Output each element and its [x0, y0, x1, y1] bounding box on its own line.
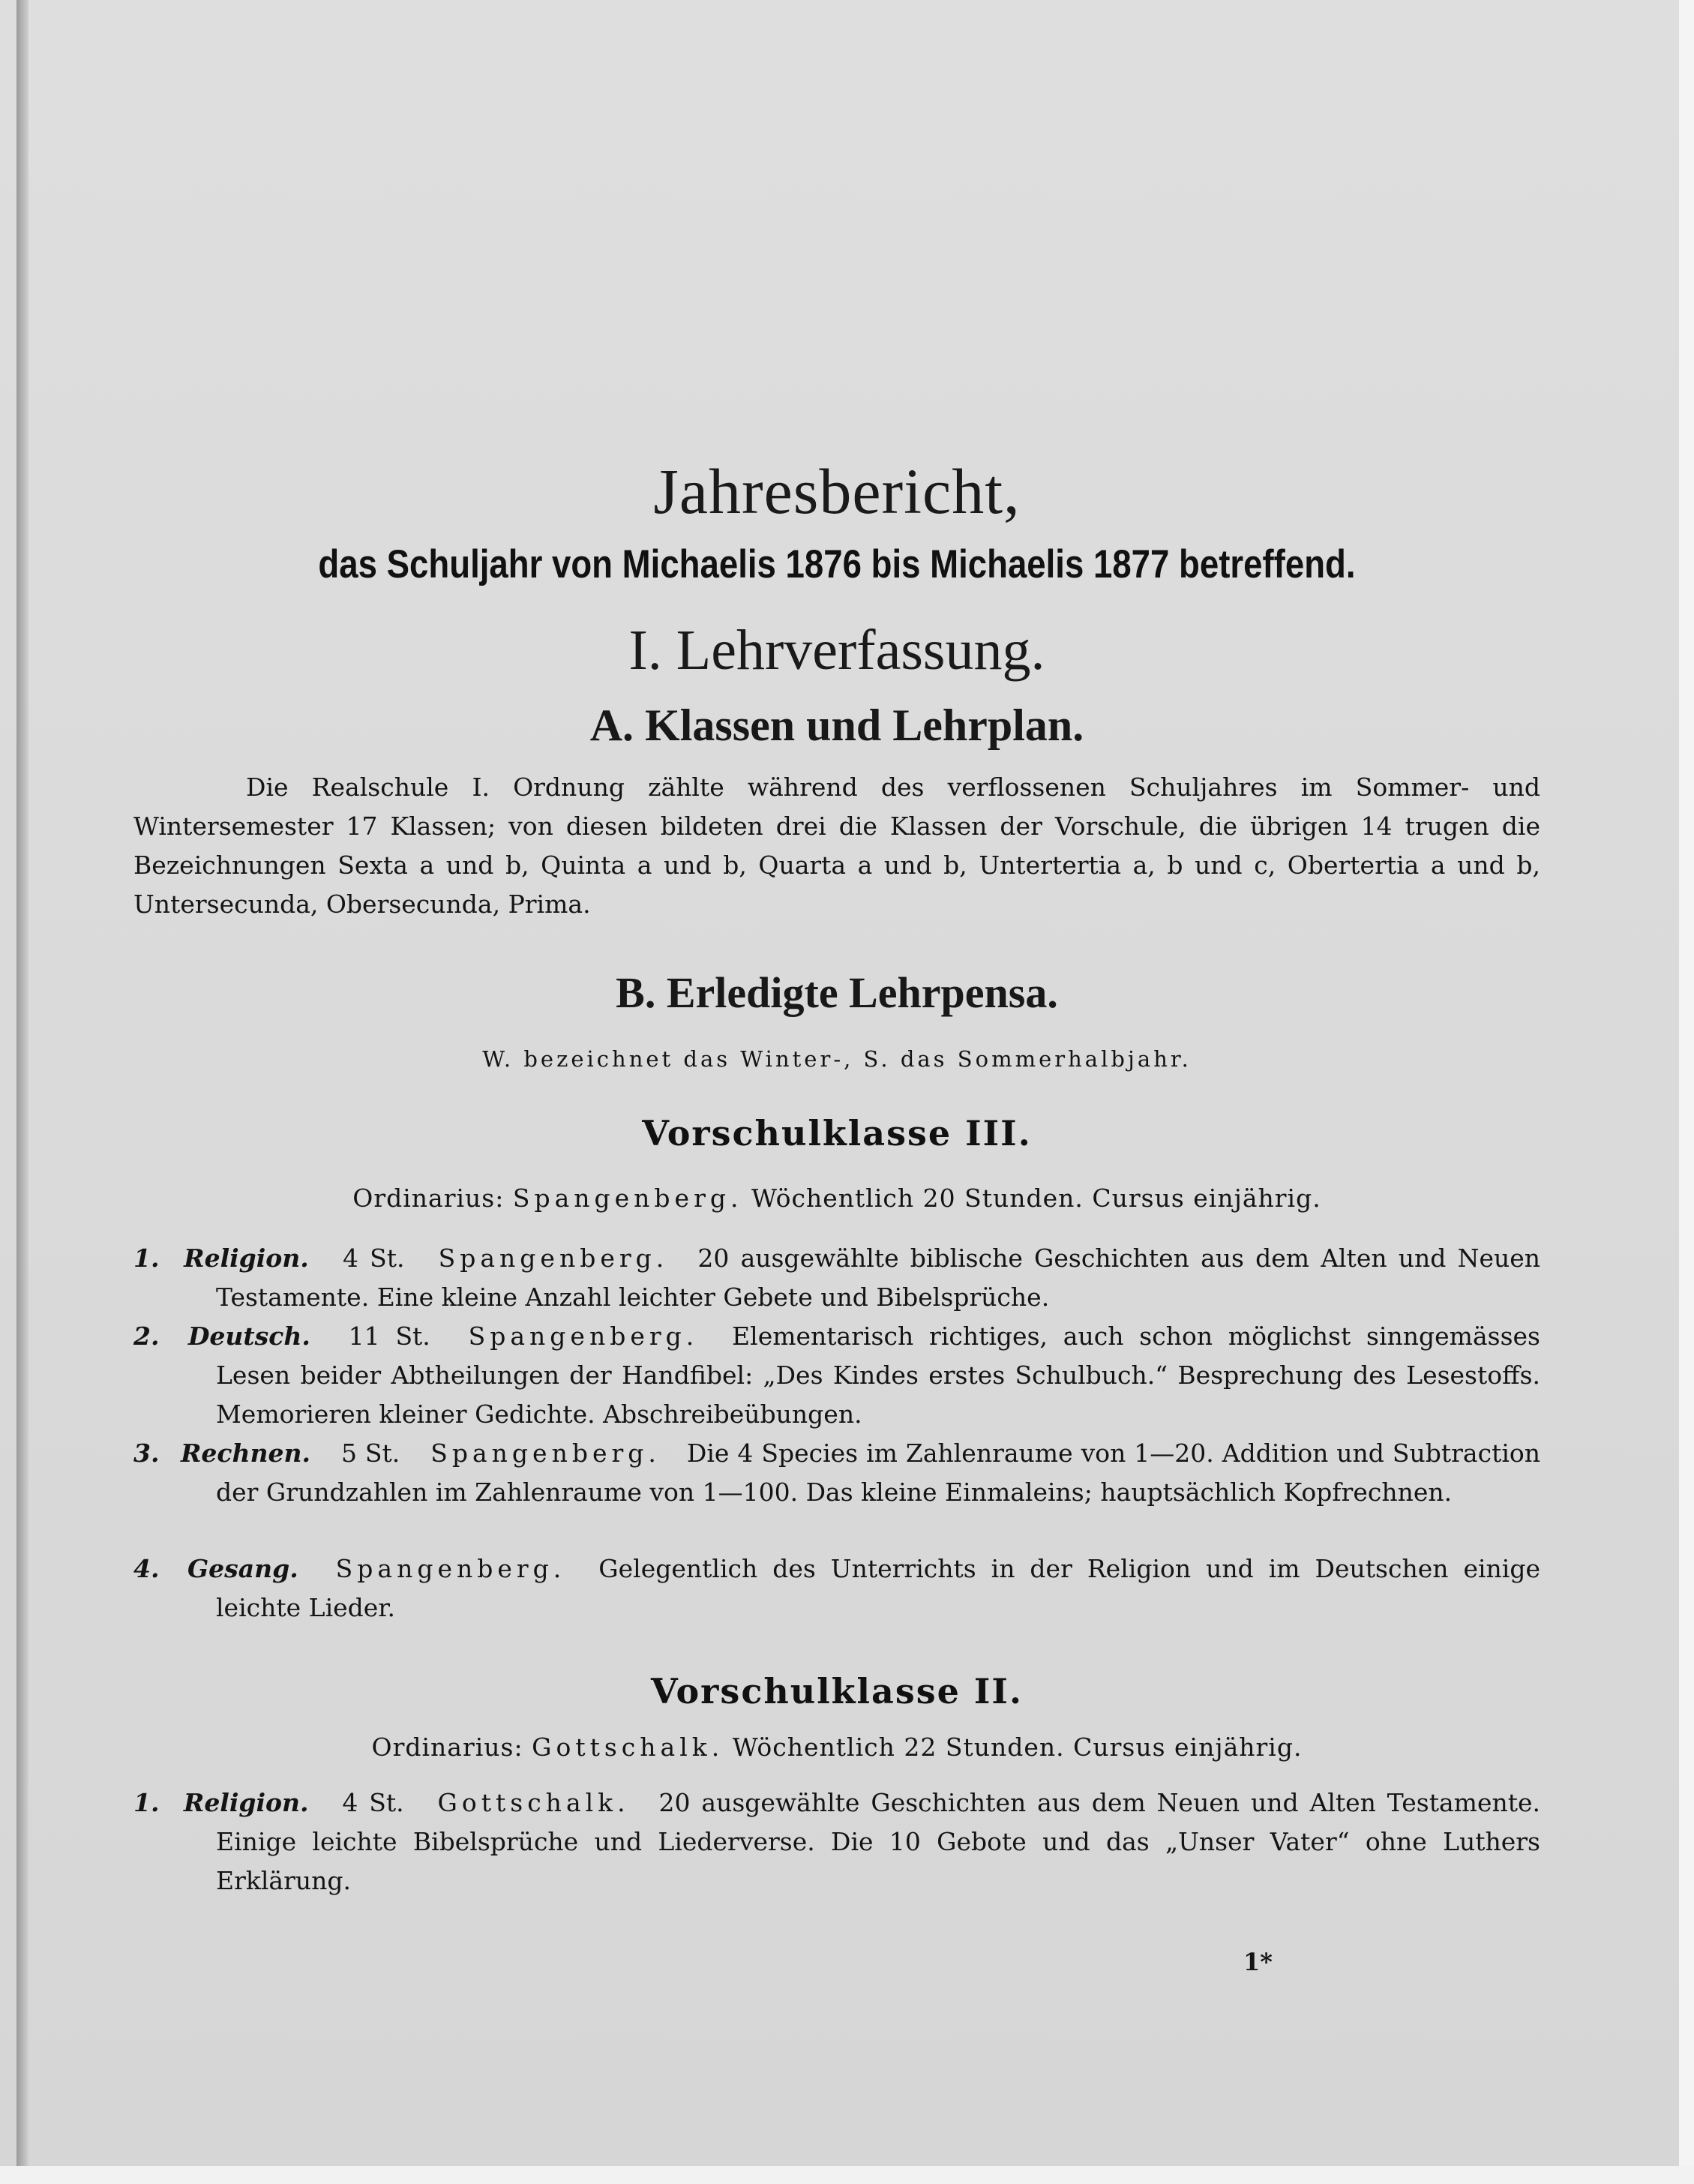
item-teacher: Spangenberg.	[438, 1244, 669, 1273]
page-title: Jahresbericht,	[653, 455, 1021, 527]
item-number: 1.	[133, 1788, 160, 1817]
semester-note: W. bezeichnet das Winter-, S. das Sommerhalbjahr.	[482, 1046, 1192, 1072]
item-hours: 4 St.	[342, 1788, 404, 1817]
item-hours: 5 St.	[340, 1438, 400, 1468]
lesson-item	[133, 1317, 1540, 1434]
item-hours: 11 St.	[348, 1322, 430, 1351]
item-number: 4.	[133, 1554, 160, 1583]
item-teacher: Gottschalk.	[437, 1788, 630, 1817]
class-heading-ii: Vorschulklasse II.	[651, 1671, 1023, 1712]
ordinarius-name: Spangenberg.	[512, 1184, 743, 1213]
item-teacher: Spangenberg.	[335, 1554, 566, 1583]
section-heading-lehrverfassung: I. Lehrverfassung.	[628, 619, 1045, 682]
lesson-item	[133, 1434, 1540, 1512]
item-text: 20 ausgewählte biblische Geschichten aus dem Alten und Neuen Testamente. Eine kleine Anzahl leichter Gebete und Bibelsprüche.	[216, 1244, 1541, 1312]
page-binding-shadow	[16, 0, 28, 2184]
ordinarius-line-ii	[133, 1732, 1540, 1762]
lesson-item	[133, 1239, 1540, 1317]
lesson-item	[133, 1784, 1540, 1900]
item-subject: Deutsch.	[187, 1322, 310, 1351]
item-subject: Religion.	[184, 1244, 309, 1273]
section-heading-klassen: A. Klassen und Lehrplan.	[589, 700, 1084, 750]
klassen-paragraph: Die Realschule I. Ordnung zählte während des verflossenen Schuljahres im Sommer- und Wintersemester 17 Klassen; von diesen bildeten drei die Klassen der Vorschule, die übrigen 14 trugen die Bezeichnungen Sexta a und b, Quinta a und b, Quarta a und b, Untertertia a, b und c, Obertertia a und b, Untersecunda, Obersecunda, Prima.	[133, 772, 1540, 919]
item-number: 2.	[133, 1322, 160, 1351]
item-teacher: Spangenberg.	[430, 1438, 661, 1468]
lesson-item	[133, 1550, 1540, 1628]
page-right-margin	[1679, 0, 1694, 2184]
ordinarius-line-iii	[133, 1184, 1540, 1213]
item-text: Elementarisch richtiges, auch schon möglichst sinngemässes Lesen beider Abtheilungen der Handfibel: „Des Kindes erstes Schulbuch.“ Besprechung des Lesestoffs. Memorieren kleiner Gedichte. Abschreibeübungen.	[216, 1322, 1540, 1429]
ordinarius-info: Wöchentlich 22 Stunden. Cursus einjährig.	[732, 1732, 1303, 1762]
item-number: 1.	[133, 1244, 160, 1273]
item-hours: 4 St.	[342, 1244, 405, 1273]
item-number: 3.	[133, 1438, 160, 1468]
ordinarius-label: Ordinarius:	[371, 1732, 523, 1762]
section-heading-lehrpensa: B. Erledigte Lehrpensa.	[616, 968, 1058, 1017]
page-subtitle: das Schuljahr von Michaelis 1876 bis Michaelis 1877 betreffend.	[318, 542, 1356, 586]
page-number: 1*	[1243, 1948, 1273, 1976]
item-subject: Religion.	[183, 1788, 309, 1817]
item-text: Die 4 Species im Zahlenraume von 1—20. Addition und Subtraction der Grundzahlen im Zahlenraume von 1—100. Das kleine Einmaleins; hauptsächlich Kopfrechnen.	[216, 1438, 1541, 1507]
page-bottom-margin	[0, 2166, 1694, 2184]
item-subject: Rechnen.	[180, 1438, 310, 1468]
class-heading-iii: Vorschulklasse III.	[642, 1113, 1032, 1154]
ordinarius-label: Ordinarius:	[352, 1184, 505, 1213]
item-teacher: Spangenberg.	[468, 1322, 699, 1351]
item-subject: Gesang.	[187, 1554, 298, 1583]
ordinarius-name: Gottschalk.	[532, 1732, 724, 1762]
item-text: Gelegentlich des Unterrichts in der Religion und im Deutschen einige leichte Lieder.	[216, 1554, 1540, 1622]
ordinarius-info: Wöchentlich 20 Stunden. Cursus einjährig.	[751, 1184, 1321, 1213]
item-text: 20 ausgewählte Geschichten aus dem Neuen und Alten Testamente. Einige leichte Bibelsprüche und Liederverse. Die 10 Gebote und das „Unser Vater“ ohne Luthers Erklärung.	[216, 1788, 1541, 1895]
